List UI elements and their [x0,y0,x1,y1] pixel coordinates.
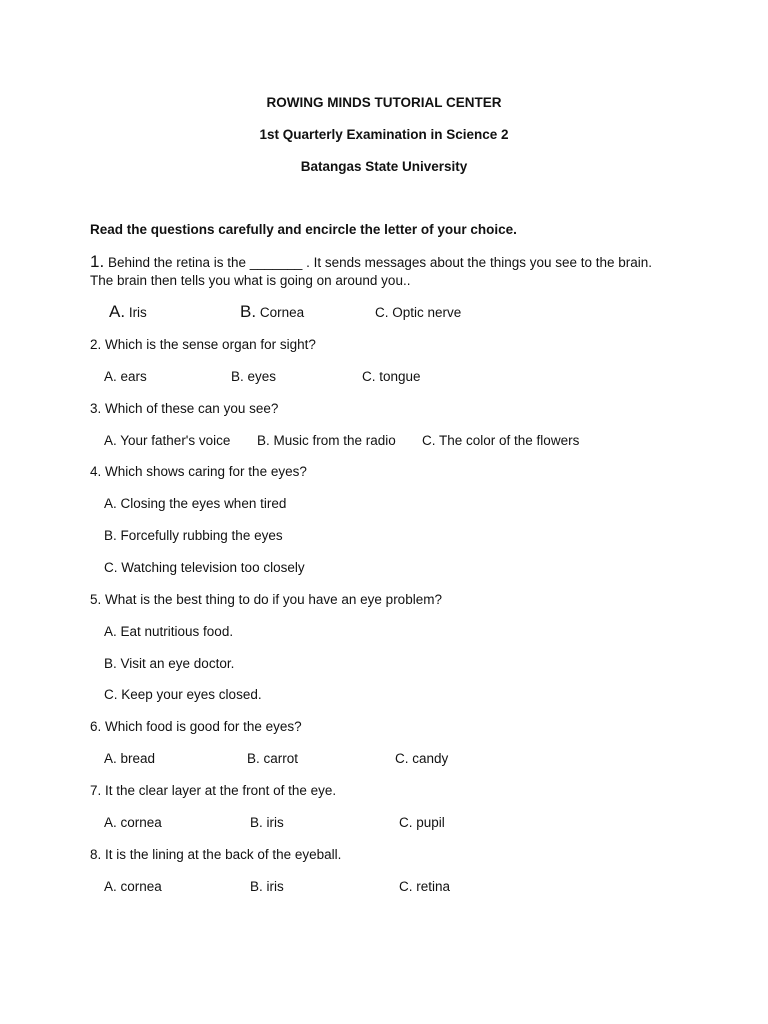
question-8: 8. It is the lining at the back of the eyeball. [90,847,342,862]
choice-7c[interactable]: C. pupil [399,815,445,830]
question-1-text-line2: The brain then tells you what is going on around you.. [90,273,411,288]
question-2: 2. Which is the sense organ for sight? [90,337,316,352]
choice-2a[interactable]: A. ears [104,369,147,384]
choice-1c[interactable]: C. Optic nerve [375,305,462,320]
question-6: 6. Which food is good for the eyes? [90,719,302,734]
question-1 [90,252,652,272]
choice-6b[interactable]: B. carrot [247,751,299,766]
university-name: Batangas State University [300,159,468,174]
question-5: 5. What is the best thing to do if you have an eye problem? [90,592,442,607]
choice-4b[interactable]: B. Forcefully rubbing the eyes [104,528,283,543]
question-1-number: 1. [90,252,105,271]
choice-2b[interactable]: B. eyes [231,369,277,384]
choice-1b-text: Cornea [256,305,305,320]
instructions: Read the questions carefully and encircle the letter of your choice. [90,222,517,237]
choice-1b[interactable] [240,302,304,322]
choice-8c[interactable]: C. retina [399,879,451,894]
choice-8a[interactable]: A. cornea [104,879,162,894]
choice-8b[interactable]: B. iris [250,879,284,894]
choice-5b[interactable]: B. Visit an eye doctor. [104,656,235,671]
choice-4a[interactable]: A. Closing the eyes when tired [104,496,287,511]
choice-3c[interactable]: C. The color of the flowers [422,433,580,448]
question-4: 4. Which shows caring for the eyes? [90,464,307,479]
question-1-text-line1: Behind the retina is the _______ . It sends messages about the things you see to the brain. [104,255,653,270]
choice-7a[interactable]: A. cornea [104,815,162,830]
choice-5a[interactable]: A. Eat nutritious food. [104,624,234,639]
question-7: 7. It the clear layer at the front of the eye. [90,783,337,798]
choice-1a-letter: A. [109,302,126,321]
choice-1a[interactable] [109,302,147,322]
choice-1b-letter: B. [240,302,257,321]
choice-2c[interactable]: C. tongue [362,369,421,384]
exam-title: 1st Quarterly Examination in Science 2 [259,127,509,142]
choice-1a-text: Iris [125,305,147,320]
question-3: 3. Which of these can you see? [90,401,279,416]
choice-7b[interactable]: B. iris [250,815,284,830]
school-name: ROWING MINDS TUTORIAL CENTER [266,95,502,110]
choice-5c[interactable]: C. Keep your eyes closed. [104,687,262,702]
choice-3b[interactable]: B. Music from the radio [257,433,396,448]
choice-3a[interactable]: A. Your father's voice [104,433,231,448]
choice-6c[interactable]: C. candy [395,751,449,766]
choice-6a[interactable]: A. bread [104,751,156,766]
choice-4c[interactable]: C. Watching television too closely [104,560,305,575]
